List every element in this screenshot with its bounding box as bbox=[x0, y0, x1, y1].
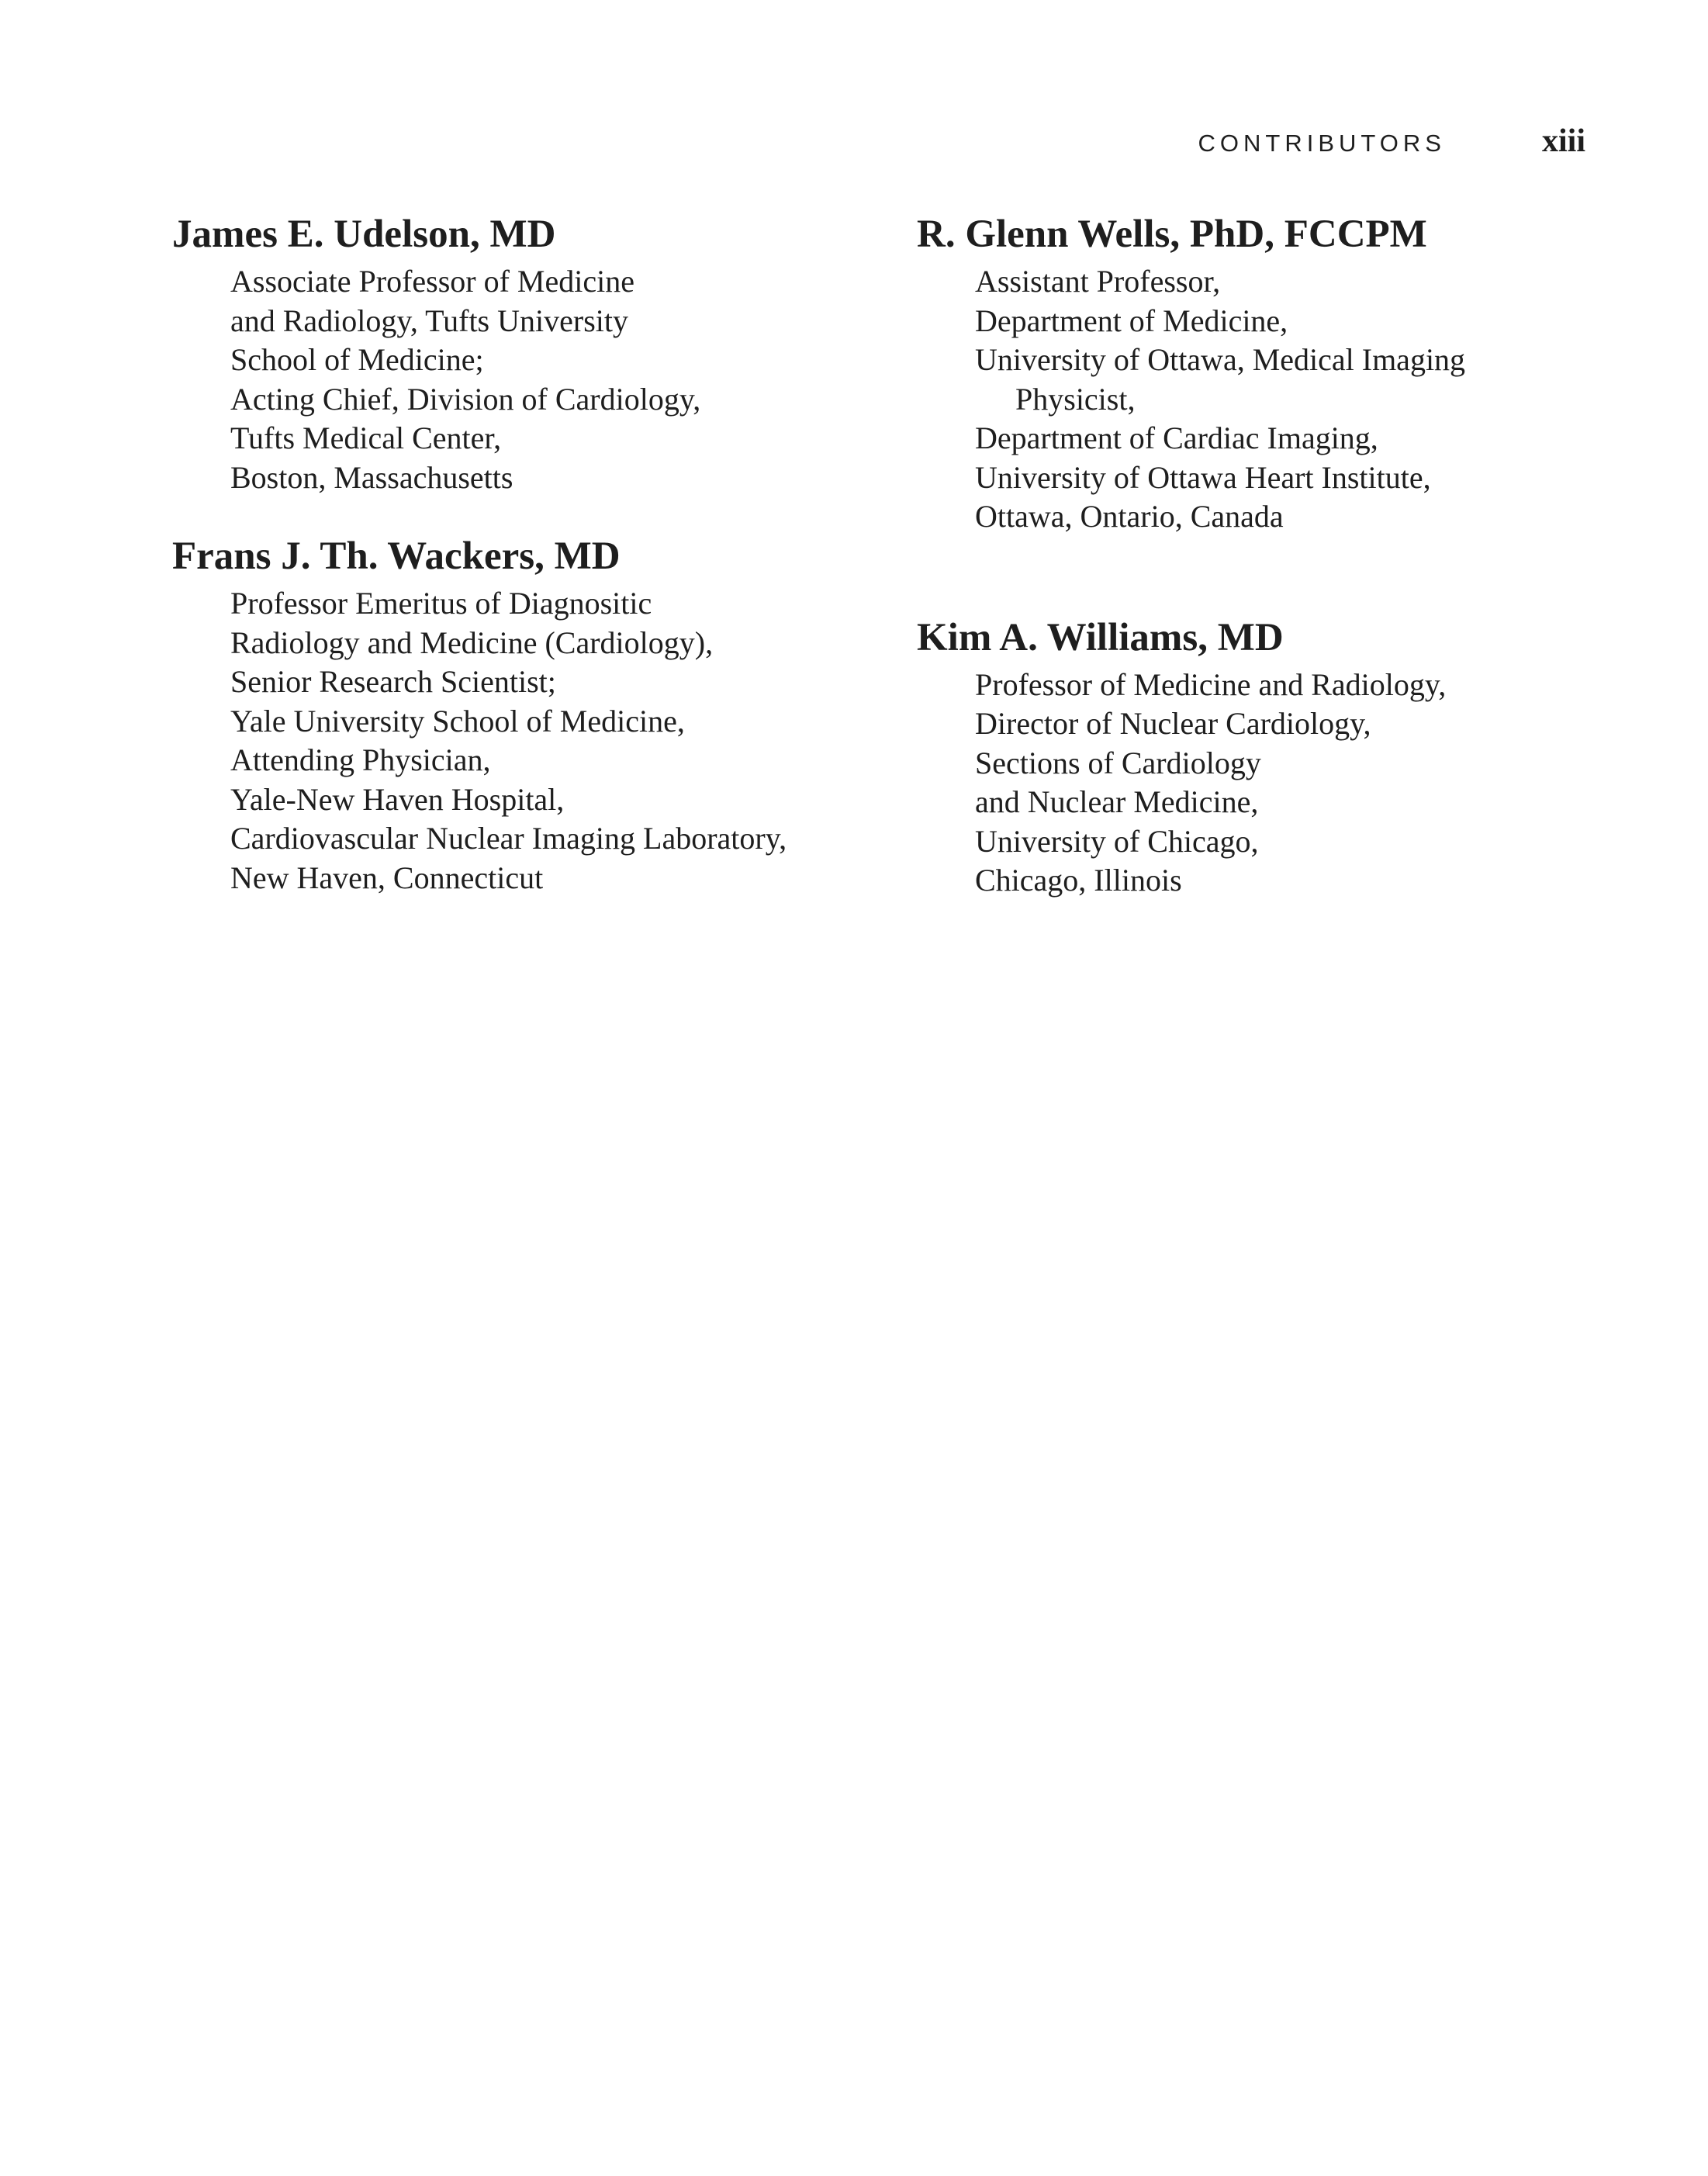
running-head bbox=[1198, 123, 1585, 160]
affiliation-line: Department of Medicine, bbox=[975, 303, 1288, 338]
affiliation-list bbox=[172, 584, 855, 898]
contributor-entry bbox=[172, 531, 855, 898]
affiliation-line: Associate Professor of Medicine bbox=[230, 264, 634, 299]
affiliation-line: Tufts Medical Center, bbox=[230, 420, 502, 455]
contributor-entry bbox=[917, 613, 1599, 901]
affiliation-list bbox=[917, 666, 1599, 901]
affiliation-line: Chicago, Illinois bbox=[975, 863, 1182, 898]
affiliation-line: Director of Nuclear Cardiology, bbox=[975, 706, 1371, 741]
affiliation-list bbox=[172, 262, 855, 497]
affiliation-line: Assistant Professor, bbox=[975, 264, 1221, 299]
affiliation-line: Senior Research Scientist; bbox=[230, 664, 556, 699]
affiliation-line: and Nuclear Medicine, bbox=[975, 784, 1259, 819]
contributors-left-column bbox=[172, 209, 855, 898]
contributor-name: Frans J. Th. Wackers, MD bbox=[172, 534, 621, 578]
affiliation-line: University of Ottawa, Medical Imaging bbox=[975, 342, 1466, 377]
contributor-name: Kim A. Williams, MD bbox=[917, 615, 1284, 659]
affiliation-line: and Radiology, Tufts University bbox=[230, 303, 628, 338]
affiliation-line: Professor of Medicine and Radiology, bbox=[975, 666, 1447, 702]
affiliation-line: University of Chicago, bbox=[975, 823, 1259, 859]
affiliation-line: Attending Physician, bbox=[230, 742, 491, 777]
affiliation-line: New Haven, Connecticut bbox=[230, 860, 544, 895]
affiliation-line: Boston, Massachusetts bbox=[230, 459, 513, 495]
affiliation-line: Ottawa, Ontario, Canada bbox=[975, 499, 1284, 534]
section-label: CONTRIBUTORS bbox=[1198, 130, 1446, 157]
affiliation-line: Acting Chief, Division of Cardiology, bbox=[230, 381, 701, 417]
page-number: xiii bbox=[1541, 123, 1585, 159]
affiliation-line: University of Ottawa Heart Institute, bbox=[975, 459, 1431, 495]
affiliation-list bbox=[917, 262, 1599, 537]
affiliation-line: Sections of Cardiology bbox=[975, 745, 1261, 780]
affiliation-line: Yale University School of Medicine, bbox=[230, 703, 685, 739]
affiliation-line: Cardiovascular Nuclear Imaging Laboratory, bbox=[230, 821, 787, 856]
affiliation-line: Professor Emeritus of Diagnositic bbox=[230, 586, 652, 621]
contributor-entry bbox=[917, 209, 1599, 537]
affiliation-line-continuation: Physicist, bbox=[1015, 381, 1136, 417]
contributor-name: James E. Udelson, MD bbox=[172, 213, 556, 256]
affiliation-line: Radiology and Medicine (Cardiology), bbox=[230, 624, 714, 660]
contributor-entry bbox=[172, 209, 855, 497]
contributors-right-column bbox=[917, 209, 1599, 901]
contributor-name: R. Glenn Wells, PhD, FCCPM bbox=[917, 213, 1427, 256]
affiliation-line: Department of Cardiac Imaging, bbox=[975, 420, 1378, 455]
affiliation-line: Yale-New Haven Hospital, bbox=[230, 781, 565, 817]
affiliation-line: School of Medicine; bbox=[230, 342, 484, 377]
